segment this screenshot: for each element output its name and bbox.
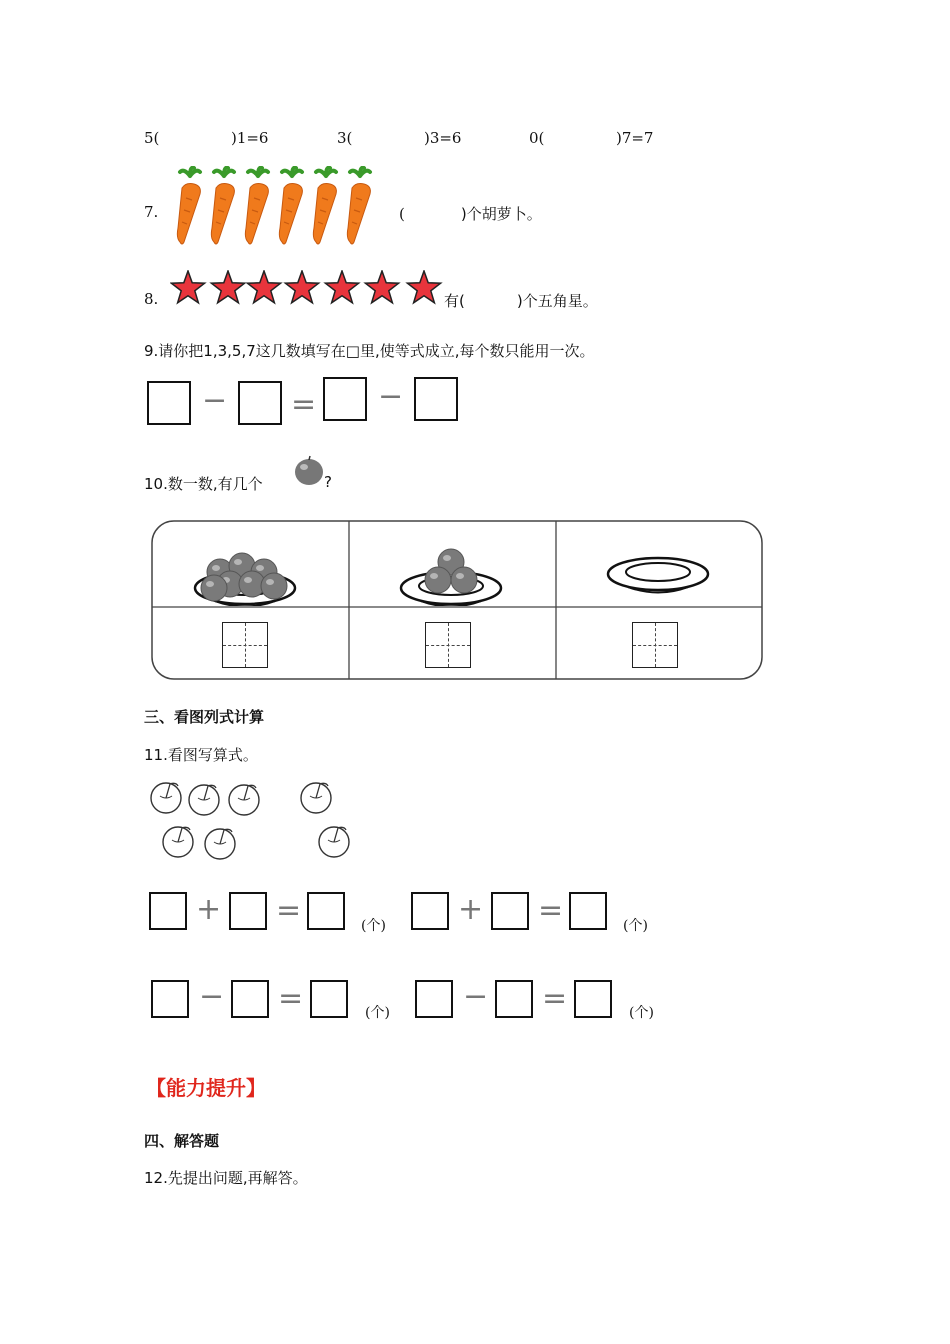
plate-2 (396, 530, 506, 606)
plate (608, 558, 708, 593)
star-3 (247, 271, 280, 303)
q7-answer-line (399, 203, 542, 224)
q11-sub1-box-3[interactable] (310, 980, 348, 1018)
q11-add2-box-1[interactable] (411, 892, 449, 930)
q9-box-4[interactable] (414, 377, 458, 421)
apple-3 (451, 567, 477, 593)
apple-7 (201, 575, 227, 601)
carrot-5 (313, 168, 336, 244)
plate-1 (190, 524, 300, 606)
q9-box-3[interactable] (323, 377, 367, 421)
q11-add2-unit: (个) (623, 918, 648, 934)
q6-eq-1-right: )1=6 (230, 129, 269, 147)
q11-sub2-equals: = (542, 981, 568, 1016)
q8-text-1: 有( (444, 292, 465, 310)
q11-add1-equals: = (276, 893, 302, 928)
q11-sub2-unit: (个) (629, 1005, 654, 1021)
q6-eq-1-left: 5( (144, 129, 160, 147)
q11-sub2-box-1[interactable] (415, 980, 453, 1018)
apple-icon (294, 455, 324, 487)
q11-apples-image (148, 774, 360, 864)
carrot-4 (279, 168, 302, 244)
q12-text: 12.先提出问题,再解答。 (144, 1169, 308, 1187)
q6-eq-3-right: )7=7 (615, 129, 654, 147)
q6-eq-2 (337, 129, 461, 147)
q6-eq-2-right: )3=6 (423, 129, 462, 147)
q9-box-2[interactable] (238, 381, 282, 425)
q11-sub2-minus: − (463, 979, 489, 1014)
q11-add1-box-1[interactable] (149, 892, 187, 930)
q11-add2-equals: = (538, 893, 564, 928)
q8-number: 8. (144, 290, 159, 308)
q10-answer-box-2[interactable] (425, 622, 471, 668)
section-4-heading: 四、解答题 (144, 1132, 220, 1150)
q11-sub1-unit: (个) (365, 1005, 390, 1021)
q11-text: 11.看图写算式。 (144, 746, 258, 764)
q11-add2-box-2[interactable] (491, 892, 529, 930)
star-7 (407, 271, 440, 303)
apple-6 (261, 573, 287, 599)
q6-eq-2-left: 3( (337, 129, 353, 147)
star-5 (325, 271, 358, 303)
q11-sub2-box-2[interactable] (495, 980, 533, 1018)
stars-image (170, 270, 446, 306)
q9-box-1[interactable] (147, 381, 191, 425)
carrot-1 (177, 168, 200, 244)
q8-answer-line (444, 290, 598, 311)
q9-minus: − (202, 383, 228, 418)
q11-sub1-minus: − (199, 979, 225, 1014)
q9-equals: = (291, 387, 317, 422)
q7-open-paren: ( (399, 205, 405, 223)
q11-add2-box-3[interactable] (569, 892, 607, 930)
q10-answer-box-1[interactable] (222, 622, 268, 668)
q10-text-1: 10.数一数,有几个 (144, 475, 263, 493)
q11-add1-unit: (个) (361, 918, 386, 934)
apple-2 (425, 567, 451, 593)
q8-text-2: )个五角星。 (516, 292, 598, 310)
star-1 (171, 271, 204, 303)
q10-answer-box-3[interactable] (632, 622, 678, 668)
q6-eq-1 (144, 129, 268, 147)
star-6 (365, 271, 398, 303)
q7-number: 7. (144, 203, 159, 221)
q11-sub2-box-3[interactable] (574, 980, 612, 1018)
q6-eq-3 (529, 129, 653, 147)
q11-add2-plus: + (458, 892, 484, 927)
plate-3 (603, 540, 713, 606)
q11-add1-box-3[interactable] (307, 892, 345, 930)
q11-sub1-equals: = (278, 981, 304, 1016)
q9-minus-2: − (378, 379, 404, 414)
q11-add1-plus: + (196, 892, 222, 927)
q9-text: 9.请你把1,3,5,7这几数填写在□里,使等式成立,每个数只能用一次。 (144, 342, 595, 360)
carrot-6 (347, 168, 370, 244)
q7-text: )个胡萝卜。 (460, 205, 542, 223)
q11-add1-box-2[interactable] (229, 892, 267, 930)
carrot-3 (245, 168, 268, 244)
q10-line (144, 473, 263, 494)
carrots-image (176, 166, 386, 248)
section-3-heading: 三、看图列式计算 (144, 708, 265, 726)
ability-heading: 【能力提升】 (146, 1076, 266, 1100)
star-4 (285, 271, 318, 303)
q6-eq-3-left: 0( (529, 129, 545, 147)
q11-sub1-box-2[interactable] (231, 980, 269, 1018)
carrot-2 (211, 168, 234, 244)
star-2 (211, 271, 244, 303)
q11-sub1-box-1[interactable] (151, 980, 189, 1018)
q10-qmark: ? (324, 473, 332, 491)
